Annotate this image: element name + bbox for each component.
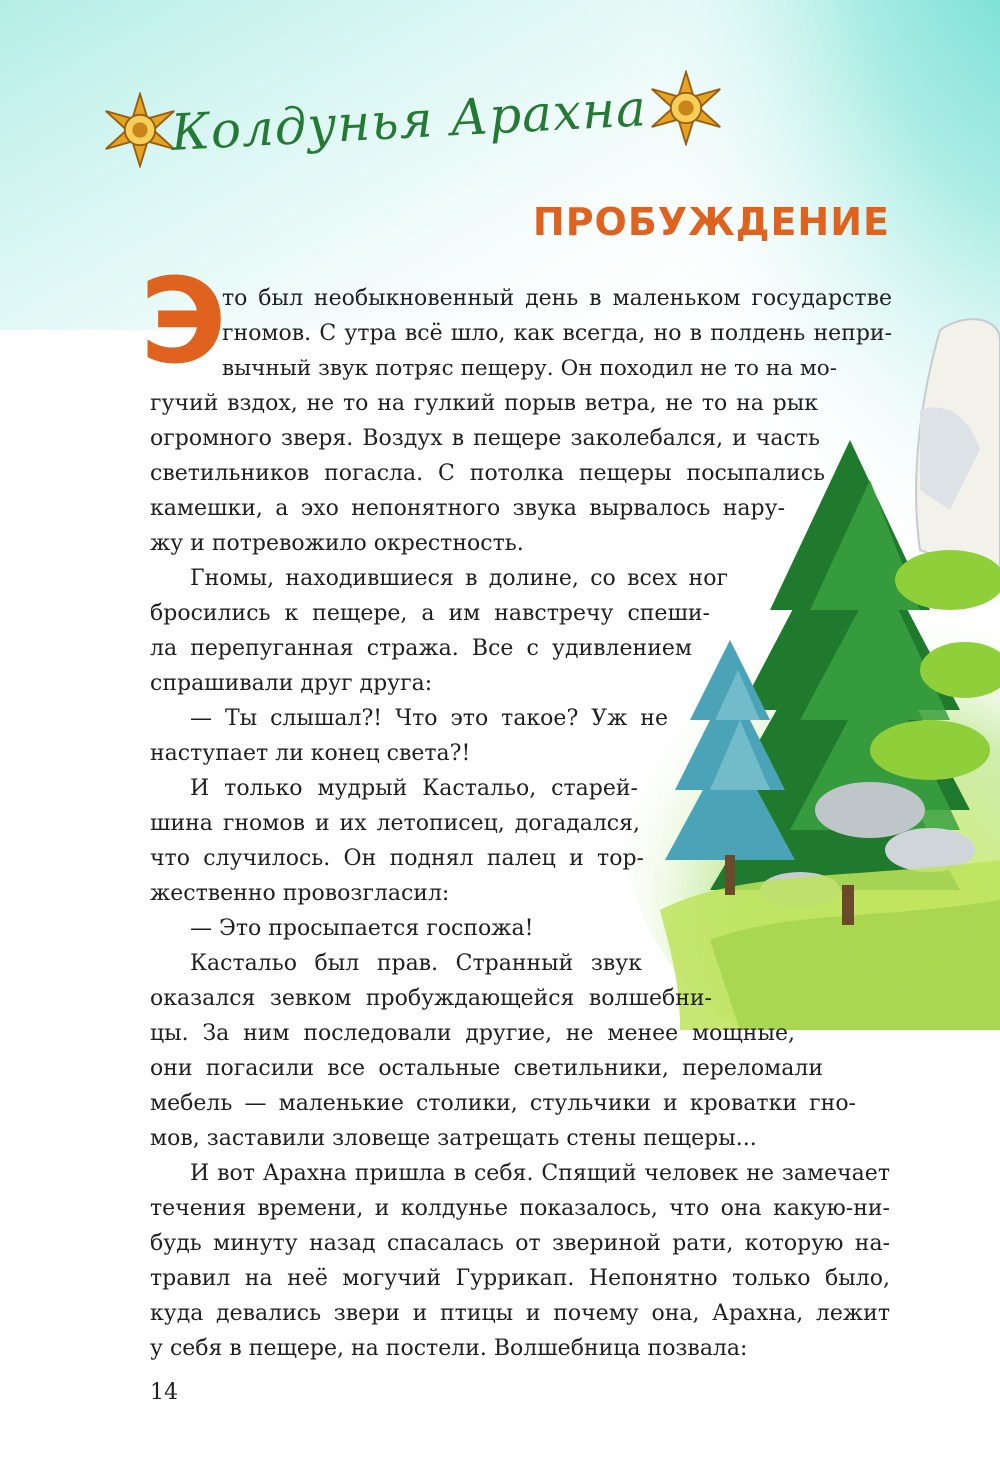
text-line: И вот Арахна пришла в себя. Спящий человек не замечает [190,1161,890,1186]
text-line: — Ты слышал?! Что это такое? Уж не [190,706,668,731]
text-line: у себя в пещере, на постели. Волшебница позвала: [150,1336,748,1361]
text-line: то был необыкновенный день в маленьком государстве [222,286,892,311]
text-line: камешки, а эхо непонятного звука вырвалось нару- [150,496,785,521]
drop-cap: Э [140,252,227,390]
book-title: Колдунья Арахна [169,79,649,162]
text-line: бросились к пещере, а им навстречу спеши- [150,601,710,626]
text-line: гучий вздох, не то на гулкий порыв ветра, не то на рык [150,391,818,416]
text-line: будь минуту назад спасалась от звериной рати, которую на- [150,1231,890,1256]
text-line: травил на неё могучий Гуррикап. Непонятно только было, [150,1266,890,1291]
text-line: жу и потревожило окрестность. [150,531,524,556]
text-line: спрашивали друг друга: [150,671,433,696]
text-line: течения времени, и колдунье показалось, что она какую-ни- [150,1196,890,1221]
text-line: вычный звук потряс пещеру. Он походил не то на мо- [222,356,837,381]
text-line: светильников погасла. С потолка пещеры посыпались [150,461,825,486]
page-number: 14 [150,1380,178,1405]
text-line: Гномы, находившиеся в долине, со всех ног [190,566,728,591]
text-line: И только мудрый Кастальо, старей- [190,776,638,801]
chapter-title: ПРОБУЖДЕНИЕ [532,200,890,244]
text-line: шина гномов и их летописец, догадался, [150,811,640,836]
text-line: ла перепуганная стража. Все с удивлением [150,636,692,661]
text-line: Кастальо был прав. Странный звук [190,951,642,976]
text-line: оказался зевком пробуждающейся волшебни- [150,986,712,1011]
text-line: огромного зверя. Воздух в пещере заколебался, и часть [150,426,820,451]
text-line: цы. За ним последовали другие, не менее мощные, [150,1021,795,1046]
text-line: куда девались звери и птицы и почему она, Арахна, лежит [150,1301,890,1326]
text-line: они погасили все остальные светильники, переломали [150,1056,823,1081]
text-line: что случилось. Он поднял палец и тор- [150,846,644,871]
text-line: мебель — маленькие столики, стульчики и кроватки гно- [150,1091,856,1116]
text-line: мов, заставили зловеще затрещать стены пещеры... [150,1126,757,1151]
text-line: наступает ли конец света?! [150,741,471,766]
text-line: — Это просыпается госпожа! [190,916,534,941]
text-line: гномов. С утра всё шло, как всегда, но в полдень непри- [222,321,892,346]
text-line: жественно провозгласил: [150,881,450,906]
